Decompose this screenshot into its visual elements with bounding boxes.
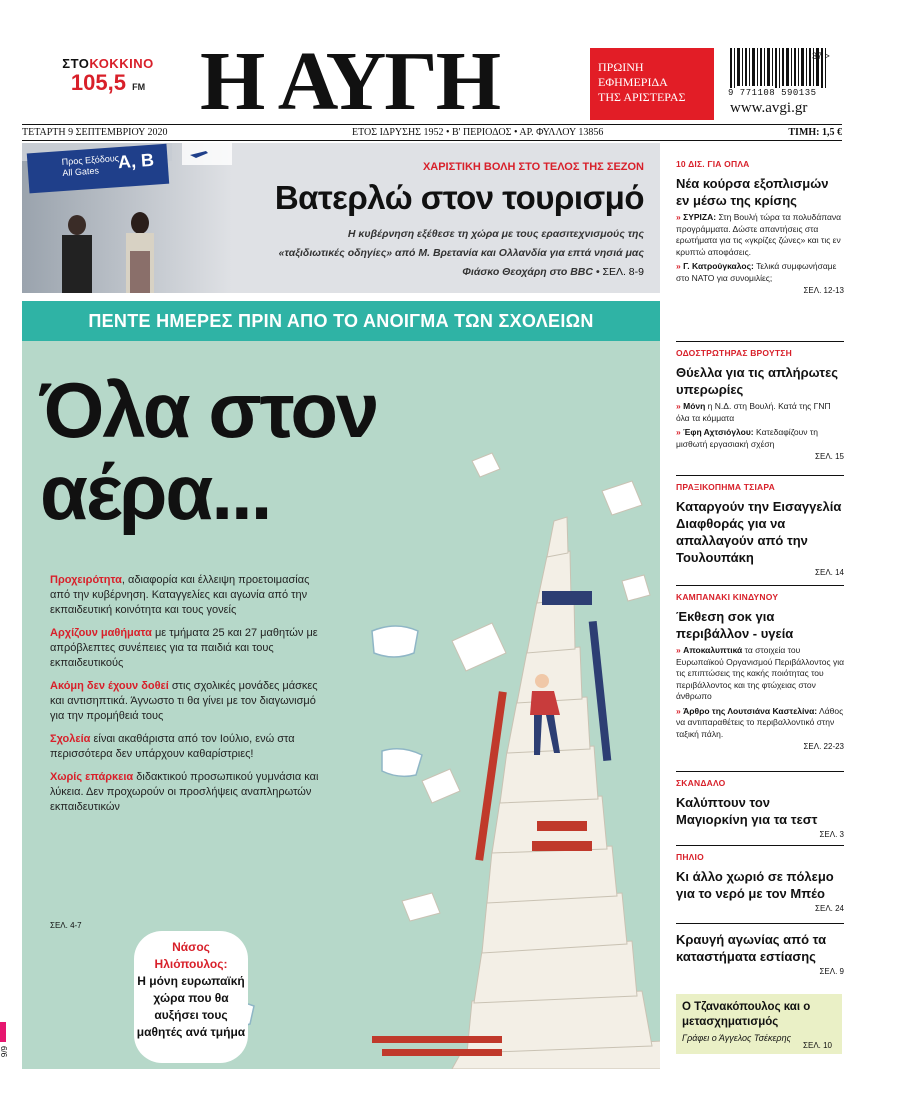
radio-frequency: 105,5 xyxy=(70,70,126,95)
slogan-box xyxy=(590,48,714,120)
tourism-pages: ΣΕΛ. 8-9 xyxy=(602,266,644,278)
edge-marker xyxy=(0,1022,6,1042)
main-headline-line-2: αέρα... xyxy=(40,448,271,536)
side-date: 9/9 xyxy=(0,1046,9,1058)
list-item xyxy=(50,573,320,618)
radio-band: FM xyxy=(132,82,146,92)
opinion-author: Γράφει ο Άγγελος Τσέκερης xyxy=(682,1033,791,1043)
tourism-headline[interactable]: Βατερλώ στον τουρισμό xyxy=(274,179,644,216)
story-pages: ΣΕΛ. 9 xyxy=(819,967,844,976)
main-story[interactable] xyxy=(22,341,660,1069)
tourism-body-2: «ταξιδιωτικές οδηγίες» από Μ. Βρετανία και Ολλανδία για επτά νησιά μας xyxy=(278,247,644,259)
sidebar-story[interactable] xyxy=(676,592,844,751)
airport-sign-letters: Α, Β xyxy=(117,149,155,173)
quote-text: Η μόνη ευρωπαϊκή χώρα που θα αυξήσει τους μαθητές ανά τμήμα xyxy=(136,974,246,1039)
story-pages: ΣΕΛ. 12-13 xyxy=(803,286,844,295)
tourism-summary xyxy=(224,225,644,282)
bullet-lead: Αποκαλυπτικά xyxy=(683,645,743,655)
story-headline[interactable]: Κι άλλο χωριό σε πόλεμο για το νερό με τον Μπέο xyxy=(676,869,834,901)
divider xyxy=(676,771,844,772)
bullet-text: Λάθος να αντιπαραθέτεις το περιβαλλοντικό στην ταξική πάλη. xyxy=(676,705,844,739)
radio-promo xyxy=(58,56,158,95)
bullet-lead: ΣΥΡΙΖΑ: xyxy=(683,212,717,222)
point-text: διδακτικού προσωπικού γυμνάσια και λύκεια. Δεν προχωρούν οι προσλήψεις αναπληρωτών εκπαιδευτικών xyxy=(50,771,319,813)
arrow-icon: » xyxy=(676,705,681,716)
divider xyxy=(676,923,844,924)
airport-sign xyxy=(61,153,120,179)
quote-bubble[interactable] xyxy=(134,931,248,1063)
arrow-icon: » xyxy=(676,401,681,411)
story-headline[interactable]: Νέα κούρσα εξοπλισμών εν μέσω της κρίσης xyxy=(676,176,829,208)
divider xyxy=(676,585,844,586)
airport-sign-line-1: Προς Εξόδους xyxy=(61,153,120,168)
issue-price: ΤΙΜΗ: 1,5 € xyxy=(788,127,842,138)
story-pages: ΣΕΛ. 22-23 xyxy=(803,742,844,751)
story-headline[interactable]: Κραυγή αγωνίας από τα καταστήματα εστίασης xyxy=(676,932,827,964)
story-kicker: 10 ΔΙΣ. ΓΙΑ ΟΠΛΑ xyxy=(676,159,750,169)
quote-name-2: Ηλιόπουλος: xyxy=(154,957,228,971)
story-pages: ΣΕΛ. 3 xyxy=(819,830,844,839)
website-link[interactable]: www.avgi.gr xyxy=(730,100,808,116)
divider xyxy=(676,845,844,846)
list-item xyxy=(50,732,320,762)
story-headline[interactable]: Καταργούν την Εισαγγελία Διαφθοράς για να απαλλαγούν από την Τουλουπάκη xyxy=(676,499,842,565)
opinion-pages: ΣΕΛ. 10 xyxy=(803,1041,832,1050)
radio-name-b: ΚΟΚΚΙΝΟ xyxy=(89,56,154,71)
point-text: στις σχολικές μονάδες μάσκες και αντισηπτικά. Άγνωστο τι θα γίνει με τον διαγωνισμό για την προμήθειά τους xyxy=(50,680,318,722)
arrow-icon: » xyxy=(676,212,681,222)
story-pages: ΣΕΛ. 24 xyxy=(815,904,844,913)
point-text: είναι ακαθάριστα από τον Ιούλιο, ενώ στα περισσότερα δεν υπάρχουν καθαρίστριες! xyxy=(50,733,295,760)
slogan-line-3: ΤΗΣ ΑΡΙΣΤΕΡΑΣ xyxy=(598,90,686,104)
divider xyxy=(676,475,844,476)
story-kicker: ΚΑΜΠΑΝΑΚΙ ΚΙΝΔΥΝΟΥ xyxy=(676,592,779,602)
story-headline[interactable]: Έκθεση σοκ για περιβάλλον - υγεία xyxy=(676,609,794,641)
arrow-icon: » xyxy=(676,261,681,271)
main-pages: ΣΕΛ. 4-7 xyxy=(50,921,82,930)
bullet-text: Κατεδαφίζουν τη μισθωτή εργασιακή σχέση xyxy=(676,427,818,449)
sidebar-story[interactable] xyxy=(676,482,844,577)
bullet-lead: Άρθρο της Λουτσιάνα Καστελίνα: xyxy=(683,705,818,716)
tourism-body-1: Η κυβέρνηση εξέθεσε τη χώρα με τους ερασιτεχνισμούς της xyxy=(347,228,644,240)
issue-date: ΤΕΤΑΡΤΗ 9 ΣΕΠΤΕΜΒΡΙΟΥ 2020 xyxy=(22,127,168,138)
bullet-text: Στη Βουλή τώρα τα πολυδάπανα προγράμματα. Δώστε απαντήσεις στα ερωτήματα για τις «γκρίζες ζώνες» και τις εν κρυπτώ αποφάσεις. xyxy=(676,212,842,257)
sidebar-story[interactable] xyxy=(676,159,844,295)
schools-banner: ΠΕΝΤΕ ΗΜΕΡΕΣ ΠΡΙΝ ΑΠΟ ΤΟ ΑΝΟΙΓΜΑ ΤΩΝ ΣΧΟΛΕΙΩΝ xyxy=(22,301,660,341)
bullet-lead: Έφη Αχτσιόγλου: xyxy=(683,427,754,437)
main-headline-line-1: Όλα στον xyxy=(40,366,378,454)
point-text: με τμήματα 25 και 27 μαθητών με απρόβλεπτες συνέπειες για τα παιδιά και τους εκπαιδευτικούς xyxy=(50,627,318,669)
story-pages: ΣΕΛ. 14 xyxy=(815,568,844,577)
main-headline[interactable] xyxy=(40,366,378,536)
opinion-box[interactable] xyxy=(676,994,842,1054)
radio-name-a: ΣΤΟ xyxy=(62,56,90,71)
bullet-lead: Μόνη xyxy=(683,401,706,411)
story-kicker: ΣΚΑΝΔΑΛΟ xyxy=(676,778,726,788)
story-headline[interactable]: Καλύπτουν τον Μαγιορκίνη για τα τεστ xyxy=(676,795,818,827)
issue-info: ΕΤΟΣ ΙΔΡΥΣΗΣ 1952 • Β' ΠΕΡΙΟΔΟΣ • ΑΡ. ΦΥΛΛΟΥ 13856 xyxy=(352,127,604,138)
story-pages: ΣΕΛ. 15 xyxy=(815,452,844,461)
divider xyxy=(676,341,844,342)
bullet-text: η Ν.Δ. στη Βουλή. Κατά της ΓΝΠ όλα τα κόμματα xyxy=(676,401,831,423)
bullet-text: τα στοιχεία του Ευρωπαϊκού Οργανισμού Περιβάλλοντος για τις επιπτώσεις της κακής ποιότητας του περιβάλλοντος και της φτώχειας στον άνθρωπο xyxy=(676,645,845,701)
point-text: , αδιαφορία και έλλειψη προετοιμασίας από την κυβέρνηση. Καταγγελίες και αγωνία από την εκπαιδευτική κοινότητα και τους γονείς xyxy=(50,574,310,616)
story-bullet xyxy=(676,212,844,258)
story-bullet xyxy=(676,261,844,284)
point-lead: Ακόμη δεν έχουν δοθεί xyxy=(50,680,169,692)
quote-name-1: Νάσος xyxy=(172,940,210,954)
slogan-line-1: ΠΡΩΙΝΗ xyxy=(598,60,644,74)
dateline-bar xyxy=(22,124,842,141)
list-item xyxy=(50,679,320,724)
main-story-points xyxy=(50,573,320,823)
point-lead: Χωρίς επάρκεια xyxy=(50,771,134,783)
sidebar-story[interactable] xyxy=(676,348,844,461)
story-bullet xyxy=(676,645,844,703)
sidebar-story[interactable] xyxy=(676,778,844,839)
barcode-number: 9 771108 590135 xyxy=(728,88,817,98)
newspaper-logo: Η ΑΥΓΗ xyxy=(200,35,500,128)
list-item xyxy=(50,626,320,671)
tourism-kicker: ΧΑΡΙΣΤΙΚΗ ΒΟΛΗ ΣΤΟ ΤΕΛΟΣ ΤΗΣ ΣΕΖΟΝ xyxy=(422,161,644,173)
tourism-story[interactable] xyxy=(22,143,660,293)
point-lead: Σχολεία xyxy=(50,733,91,745)
list-item xyxy=(50,770,320,815)
story-kicker: ΟΔΟΣΤΡΩΤΗΡΑΣ ΒΡΟΥΤΣΗ xyxy=(676,348,792,358)
bullet-text: Τελικά συμφωνήσαμε στο ΝΑΤΟ για συνομιλίες; xyxy=(676,261,837,283)
story-kicker: ΠΗΛΙΟ xyxy=(676,852,704,862)
tourism-body-3: Φιάσκο Θεοχάρη στο BBC • xyxy=(462,266,600,278)
arrow-icon: » xyxy=(676,645,681,655)
issue-code: 37 > xyxy=(812,51,830,61)
story-kicker: ΠΡΑΞΙΚΟΠΗΜΑ ΤΣΙΑΡΑ xyxy=(676,482,775,492)
bullet-lead: Γ. Κατρούγκαλος: xyxy=(683,261,754,271)
slogan-line-2: ΕΦΗΜΕΡΙΔΑ xyxy=(598,75,668,89)
arrow-icon: » xyxy=(676,427,681,437)
airport-sign-line-2: All Gates xyxy=(62,165,100,178)
story-headline[interactable]: Θύελλα για τις απλήρωτες υπερωρίες xyxy=(676,365,839,397)
story-bullet xyxy=(676,427,844,450)
story-bullet xyxy=(676,706,844,741)
sidebar-story[interactable] xyxy=(676,925,844,976)
point-lead: Αρχίζουν μαθήματα xyxy=(50,627,152,639)
sidebar-story[interactable] xyxy=(676,852,844,913)
point-lead: Προχειρότητα xyxy=(50,574,122,586)
story-bullet xyxy=(676,401,844,424)
opinion-title[interactable]: Ο Τζανακόπουλος και ο μετασχηματισμός xyxy=(682,1001,811,1028)
